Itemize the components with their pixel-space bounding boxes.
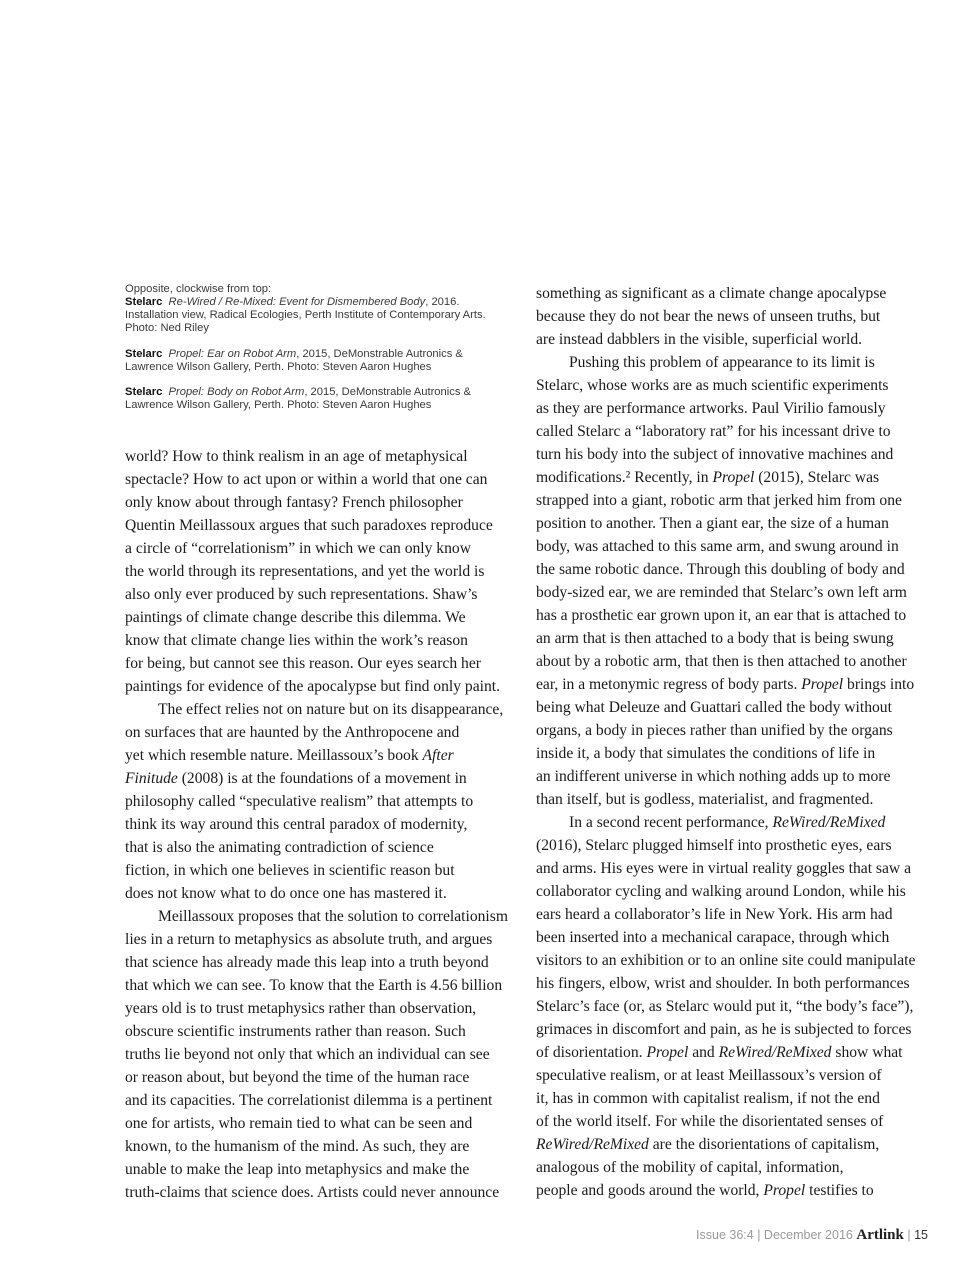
text-line: only know about through fantasy? French philosopher (125, 494, 463, 511)
text-line: collaborator cycling and walking around London, while his (536, 883, 906, 900)
text-line: yet which resemble nature. Meillassoux’s book After (125, 747, 454, 764)
text-line: philosophy called “speculative realism” that attempts to (125, 793, 474, 810)
text-line: people and goods around the world, Propel testifies to (536, 1182, 874, 1199)
text-line: truth-claims that science does. Artists could never announce (125, 1184, 500, 1201)
caption-line: Lawrence Wilson Gallery, Perth. Photo: Steven Aaron Hughes (125, 360, 432, 373)
caption-line: Photo: Ned Riley (125, 321, 209, 334)
text-line: as they are performance artworks. Paul Virilio famously (536, 400, 886, 417)
caption-item (125, 296, 525, 335)
text-line: position to another. Then a giant ear, the size of a human (536, 515, 889, 532)
separator: | (757, 1228, 761, 1242)
caption-artist: Stelarc (125, 295, 163, 308)
text-line: obscure scientific instruments rather than reason. Such (125, 1023, 466, 1040)
text-line: because they do not bear the news of unseen truths, but (536, 308, 881, 325)
text-line: In a second recent performance, ReWired/ReMixed (569, 814, 886, 831)
text-line: the same robotic dance. Through this doubling of body and (536, 561, 905, 578)
text-line: it, has in common with capitalist realism, if not the end (536, 1090, 880, 1107)
text-line: that is also the animating contradiction of science (125, 839, 434, 856)
text-line: Meillassoux proposes that the solution to correlationism (158, 908, 508, 925)
text-line: an indifferent universe in which nothing adds up to more (536, 768, 891, 785)
text-line: strapped into a giant, robotic arm that jerked him from one (536, 492, 902, 509)
caption-line: Lawrence Wilson Gallery, Perth. Photo: Steven Aaron Hughes (125, 399, 432, 412)
text-line: one for artists, who remain tied to what can be seen and (125, 1115, 473, 1132)
image-caption (125, 283, 525, 425)
issue-number: Issue 36:4 (696, 1228, 754, 1242)
text-line: years old is to trust metaphysics rather than observation, (125, 1000, 477, 1017)
text-line: of disorientation. Propel and ReWired/ReMixed show what (536, 1044, 903, 1061)
text-line: Finitude (2008) is at the foundations of a movement in (125, 770, 467, 787)
text-line: body-sized ear, we are reminded that Stelarc’s own left arm (536, 584, 907, 601)
text-line: that science has already made this leap into a truth beyond (125, 954, 489, 971)
italic-title: After (422, 747, 454, 764)
italic-title: ReWired/ReMixed (718, 1044, 832, 1061)
text-line: about by a robotic arm, that then is then attached to another (536, 653, 907, 670)
text-line: that which we can see. To know that the Earth is 4.56 billion (125, 977, 503, 994)
italic-title: Finitude (125, 770, 178, 787)
text-line: fiction, in which one believes in scientific reason but (125, 862, 455, 879)
text-line: speculative realism, or at least Meillassoux’s version of (536, 1067, 882, 1084)
text-line: known, to the humanism of the mind. As such, they are (125, 1138, 470, 1155)
page-number: 15 (914, 1228, 928, 1242)
text-line: ear, in a metonymic regress of body parts. Propel brings into (536, 676, 915, 693)
text-line: been inserted into a mechanical carapace, through which (536, 929, 890, 946)
italic-title: Propel (712, 469, 755, 486)
caption-item (125, 386, 525, 412)
text-line: a circle of “correlationism” in which we can only know (125, 540, 471, 557)
text-line: and its capacities. The correlationist dilemma is a pertinent (125, 1092, 493, 1109)
text-line: paintings for evidence of the apocalypse but find only paint. (125, 678, 501, 695)
italic-title: Propel (646, 1044, 689, 1061)
text-line: an arm that is then attached to a body that is being swung (536, 630, 894, 647)
caption-details: , 2016. (425, 295, 460, 308)
text-line: unable to make the leap into metaphysics and make the (125, 1161, 470, 1178)
issue-date: December 2016 (763, 1228, 853, 1242)
page-footer (696, 1227, 928, 1244)
text-line: his fingers, elbow, wrist and shoulder. In both performances (536, 975, 910, 992)
caption-title: Propel: Body on Robot Arm (168, 386, 305, 399)
text-line: think its way around this central paradox of modernity, (125, 816, 468, 833)
text-line: body, was attached to this same arm, and swung around in (536, 538, 899, 555)
italic-title: ReWired/ReMixed (536, 1136, 649, 1153)
text-line: also only ever produced by such representations. Shaw’s (125, 586, 478, 603)
text-line: or reason about, but beyond the time of the human race (125, 1069, 470, 1086)
text-line: spectacle? How to act upon or within a world that one can (125, 471, 488, 488)
text-line: visitors to an exhibition or to an online site could manipulate (536, 952, 916, 969)
text-line: The effect relies not on nature but on its disappearance, (158, 701, 504, 718)
body-text-left-column (125, 445, 525, 1204)
text-line: of the world itself. For while the disorientated senses of (536, 1113, 884, 1130)
caption-intro: Opposite, clockwise from top: (125, 283, 272, 295)
caption-line: Installation view, Radical Ecologies, Perth Institute of Contemporary Arts. (125, 308, 486, 321)
italic-title: Propel (801, 676, 844, 693)
caption-details: , 2015, DeMonstrable Autronics & (304, 386, 471, 399)
text-line: modifications.² Recently, in Propel (2015), Stelarc was (536, 469, 880, 486)
body-text-right-column (536, 282, 936, 1202)
text-line: ears heard a collaborator’s life in New York. His arm had (536, 906, 893, 923)
text-line: world? How to think realism in an age of metaphysical (125, 448, 468, 465)
text-line: know that climate change lies within the work’s reason (125, 632, 468, 649)
caption-title: Re-Wired / Re-Mixed: Event for Dismembered Body (168, 295, 426, 308)
italic-title: ReWired/ReMixed (772, 814, 886, 831)
text-line: inside it, a body that simulates the conditions of life in (536, 745, 876, 762)
text-line: something as significant as a climate change apocalypse (536, 285, 887, 302)
text-line: turn his body into the subject of innovative machines and (536, 446, 894, 463)
text-line: are instead dabblers in the visible, superficial world. (536, 331, 863, 348)
caption-artist: Stelarc (125, 347, 163, 360)
text-line: ReWired/ReMixed are the disorientations of capitalism, (536, 1136, 880, 1153)
text-line: being what Deleuze and Guattari called the body without (536, 699, 892, 716)
text-line: paintings of climate change describe this dilemma. We (125, 609, 466, 626)
text-line: does not know what to do once one has mastered it. (125, 885, 447, 902)
text-line: analogous of the mobility of capital, information, (536, 1159, 844, 1176)
text-line: lies in a return to metaphysics as absolute truth, and argues (125, 931, 493, 948)
text-line: truths lie beyond not only that which an individual can see (125, 1046, 490, 1063)
caption-title: Propel: Ear on Robot Arm (168, 347, 297, 360)
text-line: has a prosthetic ear grown upon it, an ear that is attached to (536, 607, 907, 624)
text-line: Stelarc, whose works are as much scientific experiments (536, 377, 889, 394)
text-line: for being, but cannot see this reason. Our eyes search her (125, 655, 481, 672)
text-line: and arms. His eyes were in virtual reality goggles that saw a (536, 860, 912, 877)
text-line: organs, a body in pieces rather than unified by the organs (536, 722, 893, 739)
text-line: than itself, but is godless, materialist, and fragmented. (536, 791, 874, 808)
caption-details: , 2015, DeMonstrable Autronics & (296, 347, 463, 360)
text-line: (2016), Stelarc plugged himself into prosthetic eyes, ears (536, 837, 892, 854)
text-line: called Stelarc a “laboratory rat” for his incessant drive to (536, 423, 891, 440)
caption-artist: Stelarc (125, 386, 163, 399)
italic-title: Propel (763, 1182, 806, 1199)
text-line: Quentin Meillassoux argues that such paradoxes reproduce (125, 517, 493, 534)
text-line: on surfaces that are haunted by the Anthropocene and (125, 724, 460, 741)
text-line: grimaces in discomfort and pain, as he is subjected to forces (536, 1021, 912, 1038)
text-line: the world through its representations, and yet the world is (125, 563, 485, 580)
separator: | (907, 1228, 911, 1242)
caption-item (125, 348, 525, 374)
text-line: Pushing this problem of appearance to its limit is (569, 354, 875, 371)
magazine-logo: Artlink (856, 1227, 904, 1243)
text-line: Stelarc’s face (or, as Stelarc would put it, “the body’s face”), (536, 998, 914, 1015)
